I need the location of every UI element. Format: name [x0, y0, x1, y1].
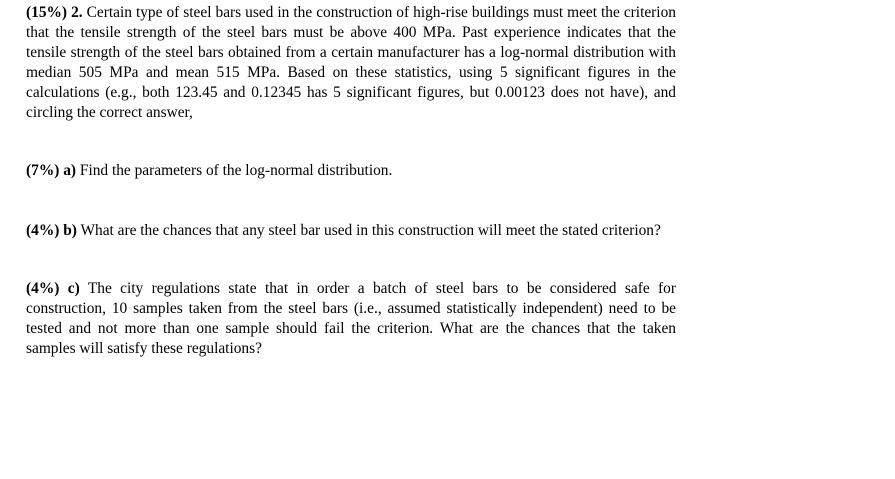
- problem-text: Certain type of steel bars used in the construction of high-rise buildings must meet the criterion that the tensile strength of the steel bars must be above 400 MPa. Past experience indicates that the tensile strength of the steel bars obtained from a certain manufacturer has a log-normal distribution with median 505 MPa and mean 515 MPa. Based on these statistics, using 5 significant figures in the calculations (e.g., both 123.45 and 0.12345 has 5 significant figures, but 0.00123 does not have), and circling the correct answer,: [26, 4, 676, 121]
- part-c-text: The city regulations state that in order a batch of steel bars to be considered safe for construction, 10 samples taken from the steel bars (i.e., assumed statistically independent) need to be tested and not more than one sample should fail the criterion. What are the chances that the taken samples will satisfy these regulations?: [26, 280, 676, 357]
- part-a-letter: a): [63, 162, 77, 179]
- problem-weight: (15%): [26, 4, 68, 21]
- problem-number: 2.: [71, 4, 83, 21]
- part-c-weight: (4%): [26, 280, 60, 297]
- part-c: [26, 279, 676, 359]
- part-b-text: What are the chances that any steel bar used in this construction will meet the stated criterion?: [80, 222, 661, 239]
- part-a-weight: (7%): [26, 162, 60, 179]
- part-a-text: Find the parameters of the log-normal distribution.: [79, 162, 393, 179]
- part-b-letter: b): [63, 222, 77, 239]
- part-a: [26, 161, 676, 181]
- part-b: [26, 221, 676, 241]
- part-b-weight: (4%): [26, 222, 60, 239]
- problem-statement: [26, 3, 676, 123]
- part-c-letter: c): [67, 280, 80, 297]
- problem-document: [26, 3, 676, 359]
